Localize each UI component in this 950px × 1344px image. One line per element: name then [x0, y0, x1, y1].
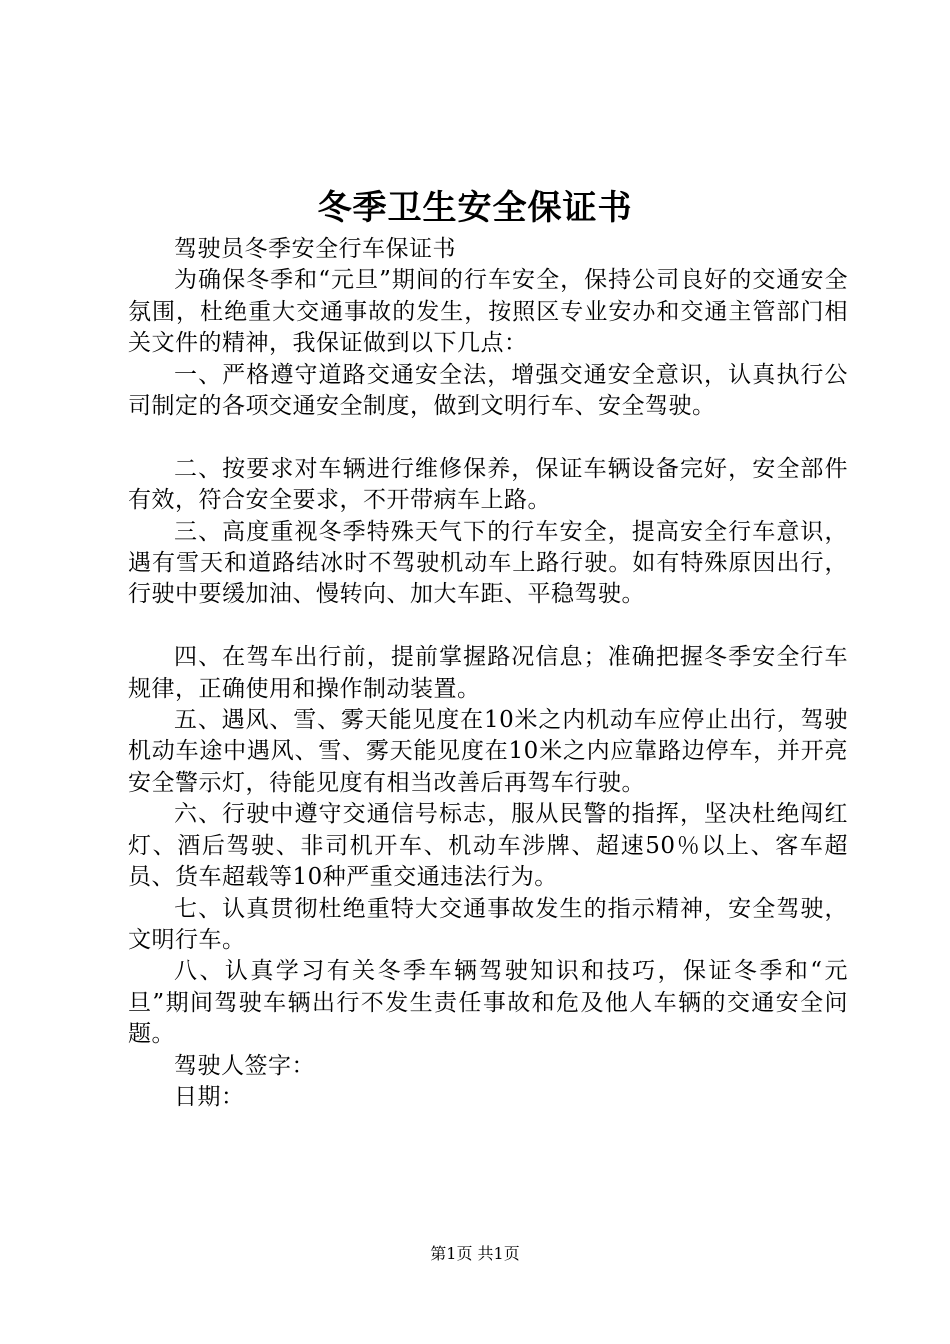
- clause-6-paragraph: 六、行驶中遵守交通信号标志，服从民警的指挥，坚决杜绝闯红灯、酒后驾驶、非司机开车、机动车涉牌、超速50％以上、客车超员、货车超载等10种严重交通违法行为。: [128, 801, 848, 891]
- document-title: 冬季卫生安全保证书: [317, 188, 633, 228]
- document-body: [128, 234, 848, 1113]
- intro-paragraph: 为确保冬季和“元旦”期间的行车安全，保持公司良好的交通安全氛围，杜绝重大交通事故的发生，按照区专业安办和交通主管部门相关文件的精神，我保证做到以下几点：: [128, 267, 848, 357]
- paragraph-gap: [128, 422, 848, 453]
- clause-2-paragraph: 二、按要求对车辆进行维修保养，保证车辆设备完好，安全部件有效，符合安全要求，不开带病车上路。: [128, 455, 848, 514]
- page-footer: 第1页 共1页: [430, 1244, 520, 1263]
- clause-1-paragraph: 一、严格遵守道路交通安全法，增强交通安全意识，认真执行公司制定的各项交通安全制度，做到文明行车、安全驾驶。: [128, 361, 848, 420]
- clause-7-paragraph: 七、认真贯彻杜绝重特大交通事故发生的指示精神，安全驾驶，文明行车。: [128, 895, 848, 953]
- clause-4-paragraph: 四、在驾车出行前，提前掌握路况信息；准确把握冬季安全行车规律，正确使用和操作制动装置。: [128, 644, 848, 702]
- clause-3-paragraph: 三、高度重视冬季特殊天气下的行车安全，提高安全行车意识，遇有雪天和道路结冰时不驾驶机动车上路行驶。如有特殊原因出行，行驶中要缓加油、慢转向、加大车距、平稳驾驶。: [128, 518, 848, 608]
- signature-line: 驾驶人签字：: [174, 1052, 315, 1079]
- clause-8-paragraph: 八、认真学习有关冬季车辆驾驶知识和技巧，保证冬季和“元旦”期间驾驶车辆出行不发生责任事故和危及他人车辆的交通安全问题。: [128, 958, 848, 1048]
- paragraph-gap: [128, 611, 848, 642]
- date-line: 日期：: [174, 1083, 245, 1110]
- subtitle-paragraph: 驾驶员冬季安全行车保证书: [174, 236, 456, 262]
- clause-5-paragraph: 五、遇风、雪、雾天能见度在10米之内机动车应停止出行，驾驶机动车途中遇风、雪、雾天能见度在10米之内应靠路边停车，并开亮安全警示灯，待能见度有相当改善后再驾车行驶。: [128, 707, 848, 796]
